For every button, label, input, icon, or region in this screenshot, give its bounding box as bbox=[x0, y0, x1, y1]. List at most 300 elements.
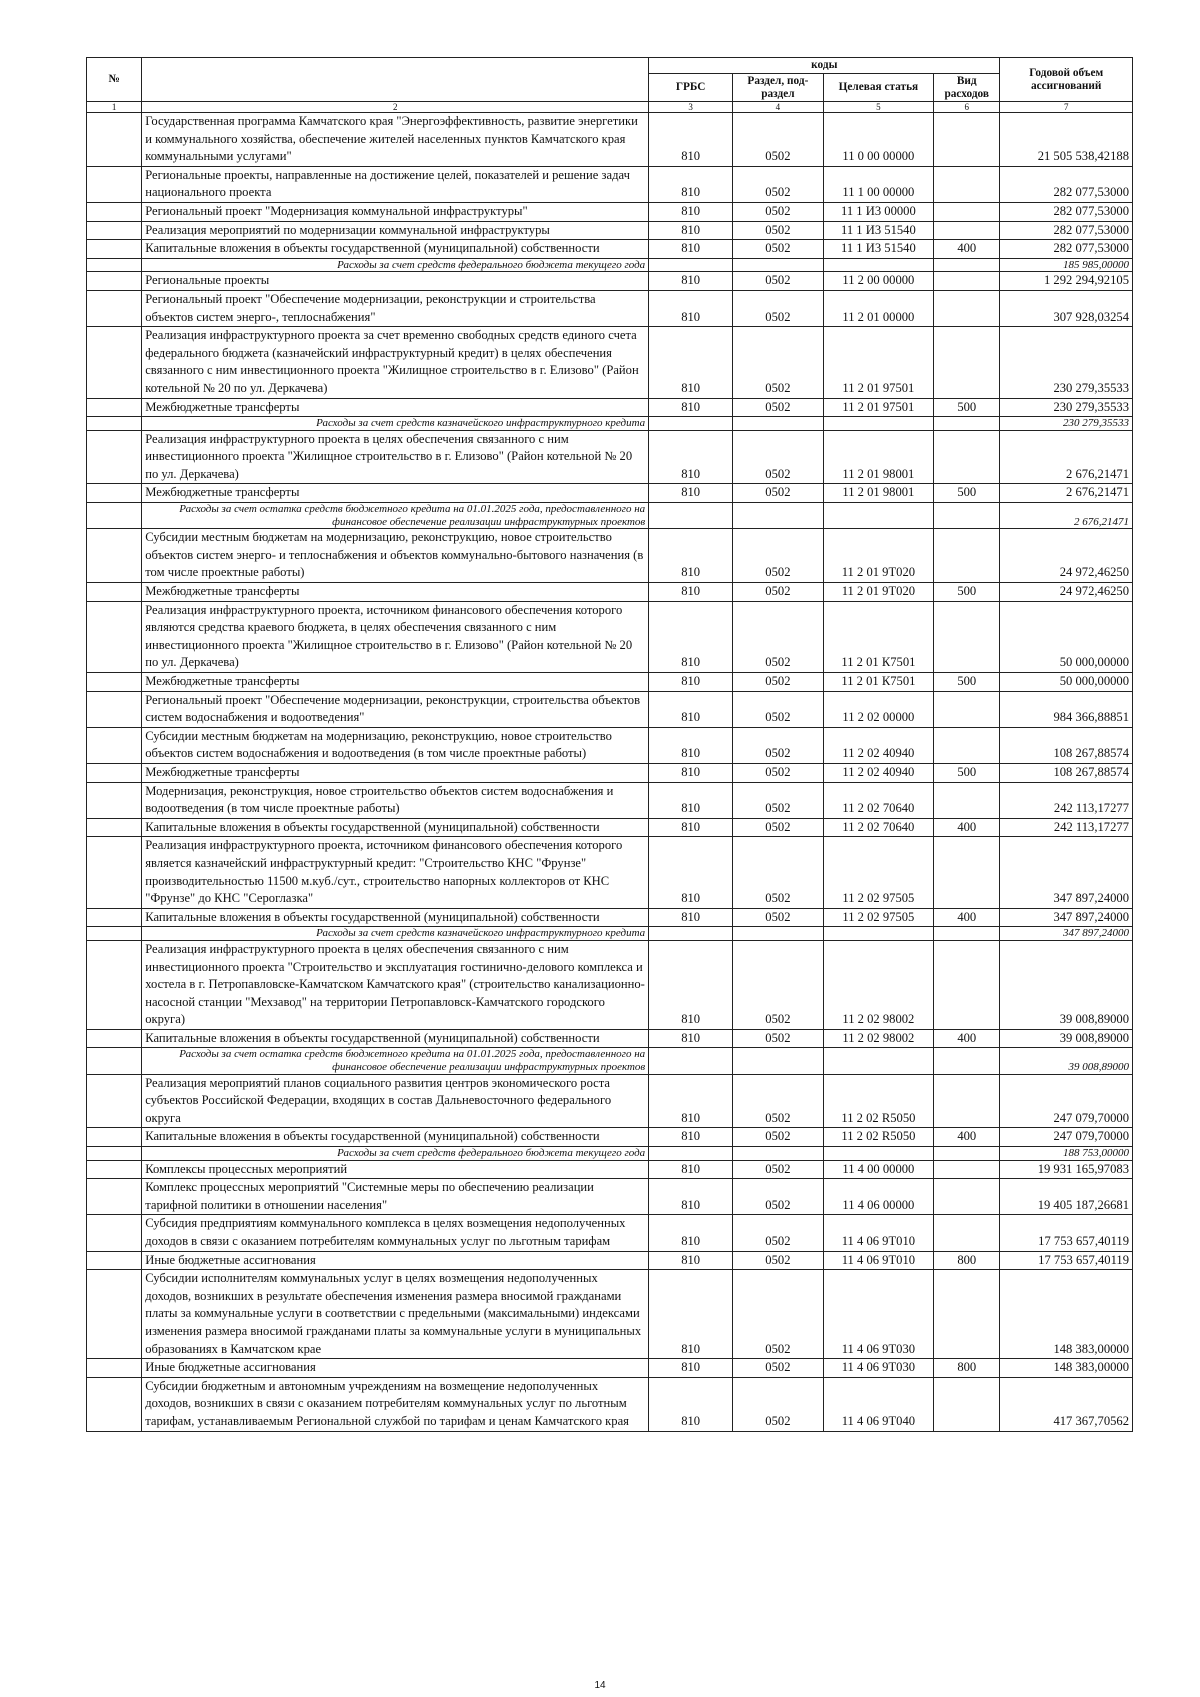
table-note-row bbox=[87, 927, 1133, 941]
row-number-cell bbox=[87, 290, 142, 326]
table-note-row bbox=[87, 1147, 1133, 1161]
row-name-cell: Региональный проект "Обеспечение модернизации, реконструкции, строительства объектов систем водоснабжения и водоотведения" bbox=[142, 691, 649, 727]
row-name-cell: Капитальные вложения в объекты государственной (муниципальной) собственности bbox=[142, 1029, 649, 1048]
table-row bbox=[87, 272, 1133, 291]
row-target-cell: 11 2 02 97505 bbox=[823, 837, 933, 908]
row-target-cell: 11 1 И3 51540 bbox=[823, 221, 933, 240]
table-row bbox=[87, 529, 1133, 583]
table-row bbox=[87, 1215, 1133, 1251]
row-number-cell bbox=[87, 837, 142, 908]
col-header-target: Целевая статья bbox=[823, 74, 933, 102]
row-sum-cell: 39 008,89000 bbox=[1000, 940, 1133, 1029]
row-vid-cell bbox=[934, 1147, 1000, 1161]
row-razdel-cell: 0502 bbox=[733, 1179, 824, 1215]
col-header-grbs: ГРБС bbox=[649, 74, 733, 102]
row-sum-cell: 148 383,00000 bbox=[1000, 1270, 1133, 1359]
row-sum-cell: 2 676,21471 bbox=[1000, 484, 1133, 503]
row-number-cell bbox=[87, 272, 142, 291]
row-razdel-cell: 0502 bbox=[733, 673, 824, 692]
row-grbs-cell: 810 bbox=[649, 290, 733, 326]
row-name-cell: Капитальные вложения в объекты государственной (муниципальной) собственности bbox=[142, 1128, 649, 1147]
row-target-cell: 11 4 06 00000 bbox=[823, 1179, 933, 1215]
row-razdel-cell: 0502 bbox=[733, 1377, 824, 1431]
table-note-row bbox=[87, 503, 1133, 529]
row-number-cell bbox=[87, 484, 142, 503]
row-grbs-cell: 810 bbox=[649, 1029, 733, 1048]
row-grbs-cell: 810 bbox=[649, 1215, 733, 1251]
row-target-cell: 11 4 06 9Т030 bbox=[823, 1359, 933, 1378]
row-grbs-cell bbox=[649, 503, 733, 529]
row-sum-cell: 2 676,21471 bbox=[1000, 503, 1133, 529]
row-target-cell bbox=[823, 503, 933, 529]
row-vid-cell: 800 bbox=[934, 1251, 1000, 1270]
table-row bbox=[87, 430, 1133, 484]
table-row bbox=[87, 202, 1133, 221]
row-razdel-cell: 0502 bbox=[733, 327, 824, 398]
row-vid-cell: 400 bbox=[934, 1029, 1000, 1048]
row-sum-cell: 17 753 657,40119 bbox=[1000, 1215, 1133, 1251]
column-number: 5 bbox=[823, 102, 933, 113]
row-vid-cell: 500 bbox=[934, 583, 1000, 602]
row-vid-cell bbox=[934, 782, 1000, 818]
row-sum-cell: 307 928,03254 bbox=[1000, 290, 1133, 326]
row-target-cell: 11 2 02 98002 bbox=[823, 1029, 933, 1048]
row-sum-cell: 984 366,88851 bbox=[1000, 691, 1133, 727]
table-row bbox=[87, 727, 1133, 763]
row-sum-cell: 50 000,00000 bbox=[1000, 601, 1133, 672]
row-name-cell: Капитальные вложения в объекты государственной (муниципальной) собственности bbox=[142, 908, 649, 927]
row-name-cell: Реализация инфраструктурного проекта в целях обеспечения связанного с ним инвестиционного проекта "Строительство и эксплуатация гостинично-делового комплекса и хостела в г. Петропавловске-Камчатском Камчатского края" (строительство канализационно-насосной станции "Мехзавод" на территории Петропавловск-Камчатского городского округа) bbox=[142, 940, 649, 1029]
table-row bbox=[87, 166, 1133, 202]
row-vid-cell bbox=[934, 1048, 1000, 1074]
row-sum-cell: 19 931 165,97083 bbox=[1000, 1160, 1133, 1179]
row-target-cell: 11 2 02 R5050 bbox=[823, 1074, 933, 1128]
row-vid-cell bbox=[934, 1074, 1000, 1128]
row-target-cell bbox=[823, 927, 933, 941]
row-target-cell bbox=[823, 1048, 933, 1074]
row-target-cell: 11 2 02 70640 bbox=[823, 782, 933, 818]
row-number-cell bbox=[87, 1074, 142, 1128]
row-razdel-cell: 0502 bbox=[733, 1128, 824, 1147]
table-row bbox=[87, 221, 1133, 240]
row-sum-cell: 39 008,89000 bbox=[1000, 1029, 1133, 1048]
row-number-cell bbox=[87, 529, 142, 583]
row-name-cell: Иные бюджетные ассигнования bbox=[142, 1251, 649, 1270]
row-number-cell bbox=[87, 691, 142, 727]
row-number-cell bbox=[87, 166, 142, 202]
row-grbs-cell bbox=[649, 1147, 733, 1161]
col-header-vid: Вид расходов bbox=[934, 74, 1000, 102]
row-sum-cell: 347 897,24000 bbox=[1000, 908, 1133, 927]
row-grbs-cell: 810 bbox=[649, 1251, 733, 1270]
col-header-name bbox=[142, 58, 649, 102]
row-number-cell bbox=[87, 1270, 142, 1359]
row-target-cell: 11 2 02 40940 bbox=[823, 763, 933, 782]
row-target-cell: 11 4 06 9Т010 bbox=[823, 1251, 933, 1270]
row-vid-cell bbox=[934, 837, 1000, 908]
column-number-row bbox=[87, 102, 1133, 113]
row-vid-cell bbox=[934, 940, 1000, 1029]
row-razdel-cell bbox=[733, 258, 824, 272]
row-sum-cell: 347 897,24000 bbox=[1000, 927, 1133, 941]
row-name-cell: Субсидии бюджетным и автономным учреждениям на возмещение недополученных доходов, возникших в связи с оказанием потребителям коммунальных услуг по льготным тарифам, устанавливаемым Региональной службой по тарифам и ценам Камчатского края bbox=[142, 1377, 649, 1431]
table-note-row bbox=[87, 258, 1133, 272]
row-vid-cell bbox=[934, 503, 1000, 529]
row-razdel-cell bbox=[733, 927, 824, 941]
row-sum-cell: 247 079,70000 bbox=[1000, 1074, 1133, 1128]
row-number-cell bbox=[87, 782, 142, 818]
row-sum-cell: 108 267,88574 bbox=[1000, 727, 1133, 763]
col-header-number: № bbox=[87, 58, 142, 102]
row-name-cell: Межбюджетные трансферты bbox=[142, 673, 649, 692]
row-razdel-cell: 0502 bbox=[733, 691, 824, 727]
row-number-cell bbox=[87, 327, 142, 398]
row-vid-cell bbox=[934, 691, 1000, 727]
row-name-cell: Капитальные вложения в объекты государственной (муниципальной) собственности bbox=[142, 818, 649, 837]
row-vid-cell: 500 bbox=[934, 484, 1000, 503]
column-number: 3 bbox=[649, 102, 733, 113]
row-name-cell: Расходы за счет средств казначейского инфраструктурного кредита bbox=[142, 417, 649, 431]
row-name-cell: Реализация мероприятий по модернизации коммунальной инфраструктуры bbox=[142, 221, 649, 240]
row-sum-cell: 282 077,53000 bbox=[1000, 221, 1133, 240]
row-name-cell: Иные бюджетные ассигнования bbox=[142, 1359, 649, 1378]
row-vid-cell bbox=[934, 1160, 1000, 1179]
row-number-cell bbox=[87, 398, 142, 417]
row-vid-cell: 400 bbox=[934, 908, 1000, 927]
row-sum-cell: 242 113,17277 bbox=[1000, 818, 1133, 837]
row-grbs-cell: 810 bbox=[649, 529, 733, 583]
row-name-cell: Расходы за счет средств федерального бюджета текущего года bbox=[142, 1147, 649, 1161]
row-name-cell: Расходы за счет средств федерального бюджета текущего года bbox=[142, 258, 649, 272]
row-sum-cell: 230 279,35533 bbox=[1000, 327, 1133, 398]
table-row bbox=[87, 290, 1133, 326]
row-vid-cell: 400 bbox=[934, 818, 1000, 837]
row-razdel-cell: 0502 bbox=[733, 727, 824, 763]
row-grbs-cell: 810 bbox=[649, 398, 733, 417]
row-number-cell bbox=[87, 1179, 142, 1215]
row-razdel-cell: 0502 bbox=[733, 221, 824, 240]
row-name-cell: Межбюджетные трансферты bbox=[142, 484, 649, 503]
row-name-cell: Комплекс процессных мероприятий "Системные меры по обеспечению реализации тарифной политики в отношении населения" bbox=[142, 1179, 649, 1215]
row-grbs-cell: 810 bbox=[649, 113, 733, 167]
row-sum-cell: 230 279,35533 bbox=[1000, 417, 1133, 431]
row-grbs-cell: 810 bbox=[649, 691, 733, 727]
row-name-cell: Межбюджетные трансферты bbox=[142, 583, 649, 602]
row-name-cell: Реализация инфраструктурного проекта, источником финансового обеспечения которого являются средства краевого бюджета, в целях обеспечения связанного с ним инвестиционного проекта "Жилищное строительство в г. Елизово" (Район котельной № 20 по ул. Деркачева) bbox=[142, 601, 649, 672]
row-razdel-cell: 0502 bbox=[733, 908, 824, 927]
row-sum-cell: 417 367,70562 bbox=[1000, 1377, 1133, 1431]
row-name-cell: Расходы за счет остатка средств бюджетного кредита на 01.01.2025 года, предоставленного на финансовое обеспечение реализации инфраструктурных проектов bbox=[142, 1048, 649, 1074]
table-row bbox=[87, 1029, 1133, 1048]
row-name-cell: Субсидии местным бюджетам на модернизацию, реконструкцию, новое строительство объектов систем энерго- и теплоснабжения и объектов коммунально-бытового назначения (в том числе проектные работы) bbox=[142, 529, 649, 583]
row-grbs-cell bbox=[649, 417, 733, 431]
row-name-cell: Реализация инфраструктурного проекта, источником финансового обеспечения которого является казначейский инфраструктурный кредит: "Строительство КНС "Фрунзе" производительностью 11500 м.куб./сут., строительство напорных коллекторов от КНС "Фрунзе" до КНС "Сероглазка" bbox=[142, 837, 649, 908]
row-razdel-cell: 0502 bbox=[733, 202, 824, 221]
row-number-cell bbox=[87, 113, 142, 167]
row-number-cell bbox=[87, 1359, 142, 1378]
row-vid-cell: 400 bbox=[934, 240, 1000, 259]
row-grbs-cell: 810 bbox=[649, 601, 733, 672]
column-number: 2 bbox=[142, 102, 649, 113]
row-vid-cell: 500 bbox=[934, 673, 1000, 692]
row-grbs-cell: 810 bbox=[649, 240, 733, 259]
row-vid-cell bbox=[934, 202, 1000, 221]
row-razdel-cell: 0502 bbox=[733, 837, 824, 908]
row-razdel-cell: 0502 bbox=[733, 166, 824, 202]
row-name-cell: Субсидии исполнителям коммунальных услуг в целях возмещения недополученных доходов, возникших в результате обеспечения изменения размера вносимой гражданами платы за коммунальные услуги в соответствии с предельными (максимальными) индексами изменения размера вносимой гражданами платы за коммунальные услуги в муниципальных образованиях в Камчатском крае bbox=[142, 1270, 649, 1359]
row-sum-cell: 148 383,00000 bbox=[1000, 1359, 1133, 1378]
table-row bbox=[87, 908, 1133, 927]
row-target-cell: 11 4 06 9Т040 bbox=[823, 1377, 933, 1431]
row-razdel-cell: 0502 bbox=[733, 601, 824, 672]
row-sum-cell: 108 267,88574 bbox=[1000, 763, 1133, 782]
row-number-cell bbox=[87, 202, 142, 221]
table-row bbox=[87, 1377, 1133, 1431]
row-target-cell: 11 2 01 К7501 bbox=[823, 673, 933, 692]
row-razdel-cell: 0502 bbox=[733, 290, 824, 326]
row-razdel-cell: 0502 bbox=[733, 1160, 824, 1179]
row-vid-cell bbox=[934, 272, 1000, 291]
table-row bbox=[87, 691, 1133, 727]
row-target-cell: 11 4 06 9Т030 bbox=[823, 1270, 933, 1359]
table-row bbox=[87, 1160, 1133, 1179]
row-vid-cell bbox=[934, 430, 1000, 484]
row-target-cell: 11 4 00 00000 bbox=[823, 1160, 933, 1179]
row-target-cell: 11 2 00 00000 bbox=[823, 272, 933, 291]
row-target-cell: 11 0 00 00000 bbox=[823, 113, 933, 167]
row-name-cell: Региональные проекты, направленные на достижение целей, показателей и решение задач национального проекта bbox=[142, 166, 649, 202]
row-grbs-cell: 810 bbox=[649, 1074, 733, 1128]
row-vid-cell bbox=[934, 166, 1000, 202]
row-vid-cell bbox=[934, 927, 1000, 941]
row-name-cell: Региональные проекты bbox=[142, 272, 649, 291]
row-target-cell: 11 4 06 9Т010 bbox=[823, 1215, 933, 1251]
row-number-cell bbox=[87, 908, 142, 927]
row-target-cell bbox=[823, 417, 933, 431]
row-target-cell: 11 2 01 9Т020 bbox=[823, 583, 933, 602]
table-row bbox=[87, 782, 1133, 818]
row-razdel-cell: 0502 bbox=[733, 272, 824, 291]
row-grbs-cell: 810 bbox=[649, 908, 733, 927]
row-sum-cell: 185 985,00000 bbox=[1000, 258, 1133, 272]
table-row bbox=[87, 940, 1133, 1029]
row-sum-cell: 50 000,00000 bbox=[1000, 673, 1133, 692]
row-razdel-cell bbox=[733, 503, 824, 529]
row-number-cell bbox=[87, 1377, 142, 1431]
row-razdel-cell: 0502 bbox=[733, 1029, 824, 1048]
row-razdel-cell: 0502 bbox=[733, 763, 824, 782]
table-row bbox=[87, 601, 1133, 672]
row-target-cell: 11 2 01 98001 bbox=[823, 430, 933, 484]
row-number-cell bbox=[87, 240, 142, 259]
row-vid-cell bbox=[934, 529, 1000, 583]
row-razdel-cell: 0502 bbox=[733, 583, 824, 602]
row-vid-cell bbox=[934, 601, 1000, 672]
row-name-cell: Региональный проект "Обеспечение модернизации, реконструкции и строительства объектов систем энерго-, теплоснабжения" bbox=[142, 290, 649, 326]
row-target-cell: 11 2 01 98001 bbox=[823, 484, 933, 503]
row-vid-cell bbox=[934, 258, 1000, 272]
column-number: 1 bbox=[87, 102, 142, 113]
row-grbs-cell: 810 bbox=[649, 763, 733, 782]
row-number-cell bbox=[87, 1128, 142, 1147]
table-row bbox=[87, 1074, 1133, 1128]
row-target-cell: 11 2 01 97501 bbox=[823, 398, 933, 417]
budget-table-sheet bbox=[86, 57, 1133, 1432]
row-razdel-cell bbox=[733, 1147, 824, 1161]
row-name-cell: Расходы за счет остатка средств бюджетного кредита на 01.01.2025 года, предоставленного на финансовое обеспечение реализации инфраструктурных проектов bbox=[142, 503, 649, 529]
row-target-cell: 11 2 02 R5050 bbox=[823, 1128, 933, 1147]
row-name-cell: Реализация мероприятий планов социального развития центров экономического роста субъектов Российской Федерации, входящих в состав Дальневосточного федерального округа bbox=[142, 1074, 649, 1128]
row-grbs-cell: 810 bbox=[649, 1270, 733, 1359]
row-name-cell: Субсидия предприятиям коммунального комплекса в целях возмещения недополученных доходов в связи с оказанием потребителям коммунальных услуг по льготным тарифам bbox=[142, 1215, 649, 1251]
row-sum-cell: 282 077,53000 bbox=[1000, 240, 1133, 259]
row-grbs-cell: 810 bbox=[649, 1377, 733, 1431]
row-target-cell: 11 1 И3 51540 bbox=[823, 240, 933, 259]
row-target-cell: 11 2 01 9Т020 bbox=[823, 529, 933, 583]
row-target-cell: 11 1 И3 00000 bbox=[823, 202, 933, 221]
row-name-cell: Модернизация, реконструкция, новое строительство объектов систем водоснабжения и водоотведения (в том числе проектные работы) bbox=[142, 782, 649, 818]
table-row bbox=[87, 1359, 1133, 1378]
row-razdel-cell: 0502 bbox=[733, 818, 824, 837]
row-target-cell: 11 2 02 70640 bbox=[823, 818, 933, 837]
col-header-codes: коды bbox=[649, 58, 1000, 74]
row-sum-cell: 21 505 538,42188 bbox=[1000, 113, 1133, 167]
row-razdel-cell: 0502 bbox=[733, 940, 824, 1029]
row-vid-cell bbox=[934, 1377, 1000, 1431]
row-number-cell bbox=[87, 503, 142, 529]
row-number-cell bbox=[87, 583, 142, 602]
row-number-cell bbox=[87, 1160, 142, 1179]
row-grbs-cell: 810 bbox=[649, 940, 733, 1029]
row-vid-cell bbox=[934, 1179, 1000, 1215]
row-grbs-cell: 810 bbox=[649, 673, 733, 692]
row-target-cell: 11 2 02 00000 bbox=[823, 691, 933, 727]
row-razdel-cell: 0502 bbox=[733, 1251, 824, 1270]
row-sum-cell: 24 972,46250 bbox=[1000, 583, 1133, 602]
row-name-cell: Реализация инфраструктурного проекта в целях обеспечения связанного с ним инвестиционного проекта "Жилищное строительство в г. Елизово" (Район котельной № 20 по ул. Деркачева) bbox=[142, 430, 649, 484]
row-razdel-cell bbox=[733, 1048, 824, 1074]
budget-table bbox=[86, 57, 1133, 1432]
row-vid-cell bbox=[934, 1215, 1000, 1251]
row-grbs-cell: 810 bbox=[649, 1179, 733, 1215]
row-razdel-cell: 0502 bbox=[733, 484, 824, 503]
table-row bbox=[87, 673, 1133, 692]
row-number-cell bbox=[87, 417, 142, 431]
row-vid-cell bbox=[934, 417, 1000, 431]
table-row bbox=[87, 818, 1133, 837]
row-name-cell: Расходы за счет средств казначейского инфраструктурного кредита bbox=[142, 927, 649, 941]
table-row bbox=[87, 1179, 1133, 1215]
row-razdel-cell: 0502 bbox=[733, 240, 824, 259]
row-grbs-cell: 810 bbox=[649, 1160, 733, 1179]
col-header-volume: Годовой объем ассигнований bbox=[1000, 58, 1133, 102]
row-razdel-cell: 0502 bbox=[733, 1215, 824, 1251]
row-vid-cell: 500 bbox=[934, 398, 1000, 417]
row-sum-cell: 242 113,17277 bbox=[1000, 782, 1133, 818]
row-target-cell bbox=[823, 258, 933, 272]
table-row bbox=[87, 583, 1133, 602]
column-number: 6 bbox=[934, 102, 1000, 113]
row-target-cell: 11 2 01 97501 bbox=[823, 327, 933, 398]
row-grbs-cell: 810 bbox=[649, 727, 733, 763]
row-grbs-cell: 810 bbox=[649, 327, 733, 398]
row-number-cell bbox=[87, 1251, 142, 1270]
row-vid-cell bbox=[934, 290, 1000, 326]
column-number: 4 bbox=[733, 102, 824, 113]
row-number-cell bbox=[87, 673, 142, 692]
row-grbs-cell: 810 bbox=[649, 837, 733, 908]
row-grbs-cell: 810 bbox=[649, 484, 733, 503]
row-sum-cell: 24 972,46250 bbox=[1000, 529, 1133, 583]
table-row bbox=[87, 398, 1133, 417]
row-sum-cell: 247 079,70000 bbox=[1000, 1128, 1133, 1147]
row-sum-cell: 230 279,35533 bbox=[1000, 398, 1133, 417]
row-sum-cell: 17 753 657,40119 bbox=[1000, 1251, 1133, 1270]
row-razdel-cell: 0502 bbox=[733, 398, 824, 417]
row-razdel-cell: 0502 bbox=[733, 782, 824, 818]
table-row bbox=[87, 240, 1133, 259]
row-vid-cell bbox=[934, 327, 1000, 398]
page-number: 14 bbox=[594, 1680, 606, 1691]
table-row bbox=[87, 113, 1133, 167]
table-row bbox=[87, 1270, 1133, 1359]
row-grbs-cell: 810 bbox=[649, 1359, 733, 1378]
row-razdel-cell: 0502 bbox=[733, 113, 824, 167]
row-name-cell: Реализация инфраструктурного проекта за счет временно свободных средств единого счета федерального бюджета (казначейский инфраструктурный кредит) в целях обеспечения связанного с ним инвестиционного проекта "Жилищное строительство в г. Елизово" (Район котельной № 20 по ул. Деркачева) bbox=[142, 327, 649, 398]
row-razdel-cell: 0502 bbox=[733, 529, 824, 583]
row-number-cell bbox=[87, 1029, 142, 1048]
table-note-row bbox=[87, 1048, 1133, 1074]
row-razdel-cell: 0502 bbox=[733, 430, 824, 484]
row-grbs-cell: 810 bbox=[649, 221, 733, 240]
row-vid-cell: 800 bbox=[934, 1359, 1000, 1378]
row-grbs-cell: 810 bbox=[649, 782, 733, 818]
row-target-cell: 11 2 02 98002 bbox=[823, 940, 933, 1029]
row-target-cell: 11 2 01 00000 bbox=[823, 290, 933, 326]
row-name-cell: Государственная программа Камчатского края "Энергоэффективность, развитие энергетики и коммунального хозяйства, обеспечение жителей населенных пунктов Камчатского края коммунальными услугами" bbox=[142, 113, 649, 167]
row-number-cell bbox=[87, 727, 142, 763]
row-number-cell bbox=[87, 221, 142, 240]
row-number-cell bbox=[87, 430, 142, 484]
row-grbs-cell bbox=[649, 258, 733, 272]
row-grbs-cell: 810 bbox=[649, 583, 733, 602]
row-vid-cell: 500 bbox=[934, 763, 1000, 782]
row-sum-cell: 39 008,89000 bbox=[1000, 1048, 1133, 1074]
row-razdel-cell: 0502 bbox=[733, 1074, 824, 1128]
table-row bbox=[87, 327, 1133, 398]
row-grbs-cell bbox=[649, 927, 733, 941]
table-row bbox=[87, 837, 1133, 908]
row-name-cell: Региональный проект "Модернизация коммунальной инфраструктуры" bbox=[142, 202, 649, 221]
row-sum-cell: 282 077,53000 bbox=[1000, 202, 1133, 221]
row-grbs-cell: 810 bbox=[649, 430, 733, 484]
row-razdel-cell bbox=[733, 417, 824, 431]
row-vid-cell: 400 bbox=[934, 1128, 1000, 1147]
row-name-cell: Межбюджетные трансферты bbox=[142, 763, 649, 782]
row-number-cell bbox=[87, 1147, 142, 1161]
row-grbs-cell: 810 bbox=[649, 166, 733, 202]
row-grbs-cell: 810 bbox=[649, 818, 733, 837]
table-body bbox=[87, 113, 1133, 1432]
row-sum-cell: 347 897,24000 bbox=[1000, 837, 1133, 908]
row-name-cell: Комплексы процессных мероприятий bbox=[142, 1160, 649, 1179]
row-number-cell bbox=[87, 927, 142, 941]
row-sum-cell: 2 676,21471 bbox=[1000, 430, 1133, 484]
table-note-row bbox=[87, 417, 1133, 431]
col-header-razdel: Раздел, под-раздел bbox=[733, 74, 824, 102]
column-number: 7 bbox=[1000, 102, 1133, 113]
row-number-cell bbox=[87, 1215, 142, 1251]
